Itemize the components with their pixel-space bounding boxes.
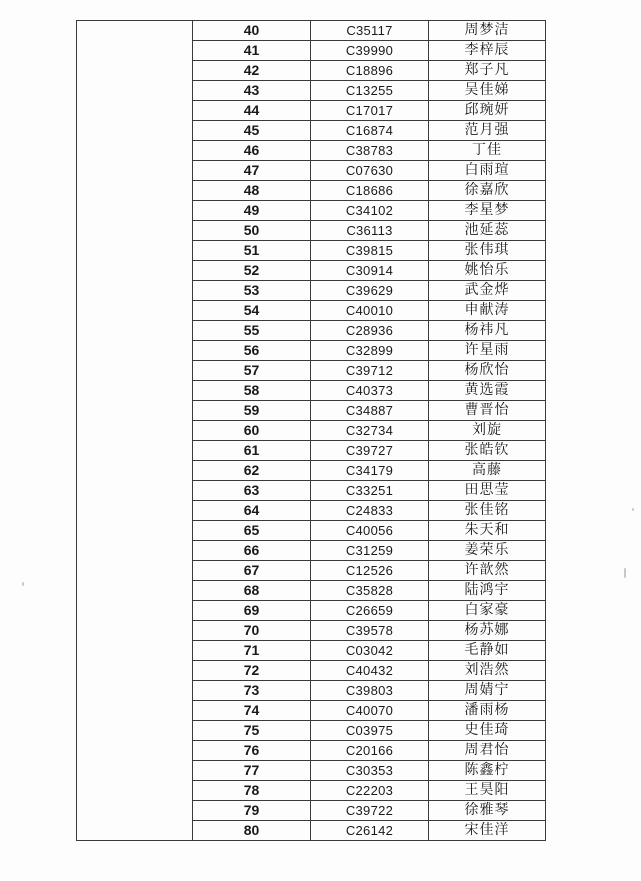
candidate-name-cell: 刘浩然 xyxy=(429,661,546,681)
candidate-code-cell: C35828 xyxy=(311,581,429,601)
candidate-code-cell: C39990 xyxy=(311,41,429,61)
row-number-cell: 50 xyxy=(193,221,311,241)
candidate-name-cell: 白雨瑄 xyxy=(429,161,546,181)
candidate-name-cell: 曹晋怡 xyxy=(429,401,546,421)
candidate-code-cell: C36113 xyxy=(311,221,429,241)
candidate-name-cell: 史佳琦 xyxy=(429,721,546,741)
row-number-cell: 42 xyxy=(193,61,311,81)
candidate-code-cell: C13255 xyxy=(311,81,429,101)
candidate-name-cell: 许歆然 xyxy=(429,561,546,581)
candidate-name-cell: 丁佳 xyxy=(429,141,546,161)
candidate-name-cell: 姜荣乐 xyxy=(429,541,546,561)
candidate-name-cell: 李梓辰 xyxy=(429,41,546,61)
candidate-code-cell: C39712 xyxy=(311,361,429,381)
row-number-cell: 74 xyxy=(193,701,311,721)
candidate-code-cell: C18686 xyxy=(311,181,429,201)
row-number-cell: 57 xyxy=(193,361,311,381)
scan-speck-right xyxy=(624,568,626,578)
candidate-code-cell: C39578 xyxy=(311,621,429,641)
candidate-name-cell: 李星梦 xyxy=(429,201,546,221)
row-number-cell: 79 xyxy=(193,801,311,821)
roster-table xyxy=(76,20,546,841)
candidate-name-cell: 许星雨 xyxy=(429,341,546,361)
row-number-cell: 51 xyxy=(193,241,311,261)
table-row xyxy=(77,21,546,41)
candidate-name-cell: 范月强 xyxy=(429,121,546,141)
row-number-cell: 69 xyxy=(193,601,311,621)
candidate-name-cell: 毛静如 xyxy=(429,641,546,661)
candidate-name-cell: 潘雨杨 xyxy=(429,701,546,721)
candidate-name-cell: 陆鸿宇 xyxy=(429,581,546,601)
row-number-cell: 66 xyxy=(193,541,311,561)
candidate-code-cell: C26659 xyxy=(311,601,429,621)
candidate-code-cell: C40070 xyxy=(311,701,429,721)
candidate-code-cell: C35117 xyxy=(311,21,429,41)
roster-table-body xyxy=(77,21,546,841)
row-number-cell: 77 xyxy=(193,761,311,781)
candidate-code-cell: C24833 xyxy=(311,501,429,521)
candidate-name-cell: 池延蕊 xyxy=(429,221,546,241)
candidate-name-cell: 周君怡 xyxy=(429,741,546,761)
row-number-cell: 45 xyxy=(193,121,311,141)
candidate-name-cell: 张皓钦 xyxy=(429,441,546,461)
candidate-code-cell: C07630 xyxy=(311,161,429,181)
row-number-cell: 44 xyxy=(193,101,311,121)
row-number-cell: 47 xyxy=(193,161,311,181)
row-number-cell: 80 xyxy=(193,821,311,841)
candidate-code-cell: C03042 xyxy=(311,641,429,661)
candidate-code-cell: C30353 xyxy=(311,761,429,781)
candidate-name-cell: 杨苏娜 xyxy=(429,621,546,641)
candidate-name-cell: 邱琬妍 xyxy=(429,101,546,121)
candidate-name-cell: 姚怡乐 xyxy=(429,261,546,281)
candidate-code-cell: C28936 xyxy=(311,321,429,341)
row-number-cell: 71 xyxy=(193,641,311,661)
candidate-name-cell: 高藤 xyxy=(429,461,546,481)
candidate-code-cell: C39629 xyxy=(311,281,429,301)
row-number-cell: 76 xyxy=(193,741,311,761)
candidate-name-cell: 陈鑫柠 xyxy=(429,761,546,781)
candidate-code-cell: C16874 xyxy=(311,121,429,141)
candidate-name-cell: 申献涛 xyxy=(429,301,546,321)
candidate-code-cell: C40056 xyxy=(311,521,429,541)
row-number-cell: 59 xyxy=(193,401,311,421)
candidate-code-cell: C33251 xyxy=(311,481,429,501)
candidate-code-cell: C12526 xyxy=(311,561,429,581)
row-number-cell: 75 xyxy=(193,721,311,741)
candidate-name-cell: 武金烨 xyxy=(429,281,546,301)
row-number-cell: 52 xyxy=(193,261,311,281)
row-number-cell: 55 xyxy=(193,321,311,341)
row-number-cell: 40 xyxy=(193,21,311,41)
candidate-name-cell: 朱天和 xyxy=(429,521,546,541)
row-number-cell: 65 xyxy=(193,521,311,541)
row-number-cell: 64 xyxy=(193,501,311,521)
candidate-code-cell: C30914 xyxy=(311,261,429,281)
candidate-name-cell: 徐雅琴 xyxy=(429,801,546,821)
candidate-code-cell: C34102 xyxy=(311,201,429,221)
row-number-cell: 58 xyxy=(193,381,311,401)
row-number-cell: 67 xyxy=(193,561,311,581)
row-number-cell: 43 xyxy=(193,81,311,101)
row-number-cell: 63 xyxy=(193,481,311,501)
row-number-cell: 41 xyxy=(193,41,311,61)
row-number-cell: 60 xyxy=(193,421,311,441)
candidate-code-cell: C39722 xyxy=(311,801,429,821)
candidate-name-cell: 张伟琪 xyxy=(429,241,546,261)
row-number-cell: 49 xyxy=(193,201,311,221)
candidate-code-cell: C20166 xyxy=(311,741,429,761)
candidate-name-cell: 刘旋 xyxy=(429,421,546,441)
row-number-cell: 61 xyxy=(193,441,311,461)
candidate-name-cell: 杨祎凡 xyxy=(429,321,546,341)
candidate-name-cell: 郑子凡 xyxy=(429,61,546,81)
candidate-code-cell: C18896 xyxy=(311,61,429,81)
candidate-code-cell: C39803 xyxy=(311,681,429,701)
candidate-name-cell: 周婧宁 xyxy=(429,681,546,701)
candidate-code-cell: C17017 xyxy=(311,101,429,121)
row-number-cell: 48 xyxy=(193,181,311,201)
candidate-name-cell: 王昊阳 xyxy=(429,781,546,801)
candidate-code-cell: C39815 xyxy=(311,241,429,261)
candidate-name-cell: 徐嘉欣 xyxy=(429,181,546,201)
candidate-name-cell: 张佳铭 xyxy=(429,501,546,521)
candidate-code-cell: C32734 xyxy=(311,421,429,441)
row-number-cell: 46 xyxy=(193,141,311,161)
scan-speck-right-lower xyxy=(632,508,634,511)
candidate-name-cell: 吴佳娣 xyxy=(429,81,546,101)
candidate-code-cell: C40010 xyxy=(311,301,429,321)
row-number-cell: 73 xyxy=(193,681,311,701)
candidate-name-cell: 杨欣怡 xyxy=(429,361,546,381)
candidate-name-cell: 黄选霞 xyxy=(429,381,546,401)
candidate-code-cell: C22203 xyxy=(311,781,429,801)
candidate-name-cell: 白家豪 xyxy=(429,601,546,621)
row-number-cell: 70 xyxy=(193,621,311,641)
row-number-cell: 62 xyxy=(193,461,311,481)
row-number-cell: 72 xyxy=(193,661,311,681)
row-number-cell: 68 xyxy=(193,581,311,601)
merged-group-cell xyxy=(77,21,193,841)
candidate-name-cell: 周梦洁 xyxy=(429,21,546,41)
candidate-code-cell: C32899 xyxy=(311,341,429,361)
row-number-cell: 56 xyxy=(193,341,311,361)
candidate-code-cell: C31259 xyxy=(311,541,429,561)
row-number-cell: 54 xyxy=(193,301,311,321)
row-number-cell: 53 xyxy=(193,281,311,301)
candidate-code-cell: C26142 xyxy=(311,821,429,841)
candidate-code-cell: C03975 xyxy=(311,721,429,741)
candidate-code-cell: C40432 xyxy=(311,661,429,681)
candidate-name-cell: 田思莹 xyxy=(429,481,546,501)
candidate-code-cell: C40373 xyxy=(311,381,429,401)
candidate-code-cell: C39727 xyxy=(311,441,429,461)
scan-speck-left xyxy=(22,582,24,586)
candidate-code-cell: C34179 xyxy=(311,461,429,481)
candidate-code-cell: C34887 xyxy=(311,401,429,421)
candidate-name-cell: 宋佳洋 xyxy=(429,821,546,841)
candidate-code-cell: C38783 xyxy=(311,141,429,161)
row-number-cell: 78 xyxy=(193,781,311,801)
